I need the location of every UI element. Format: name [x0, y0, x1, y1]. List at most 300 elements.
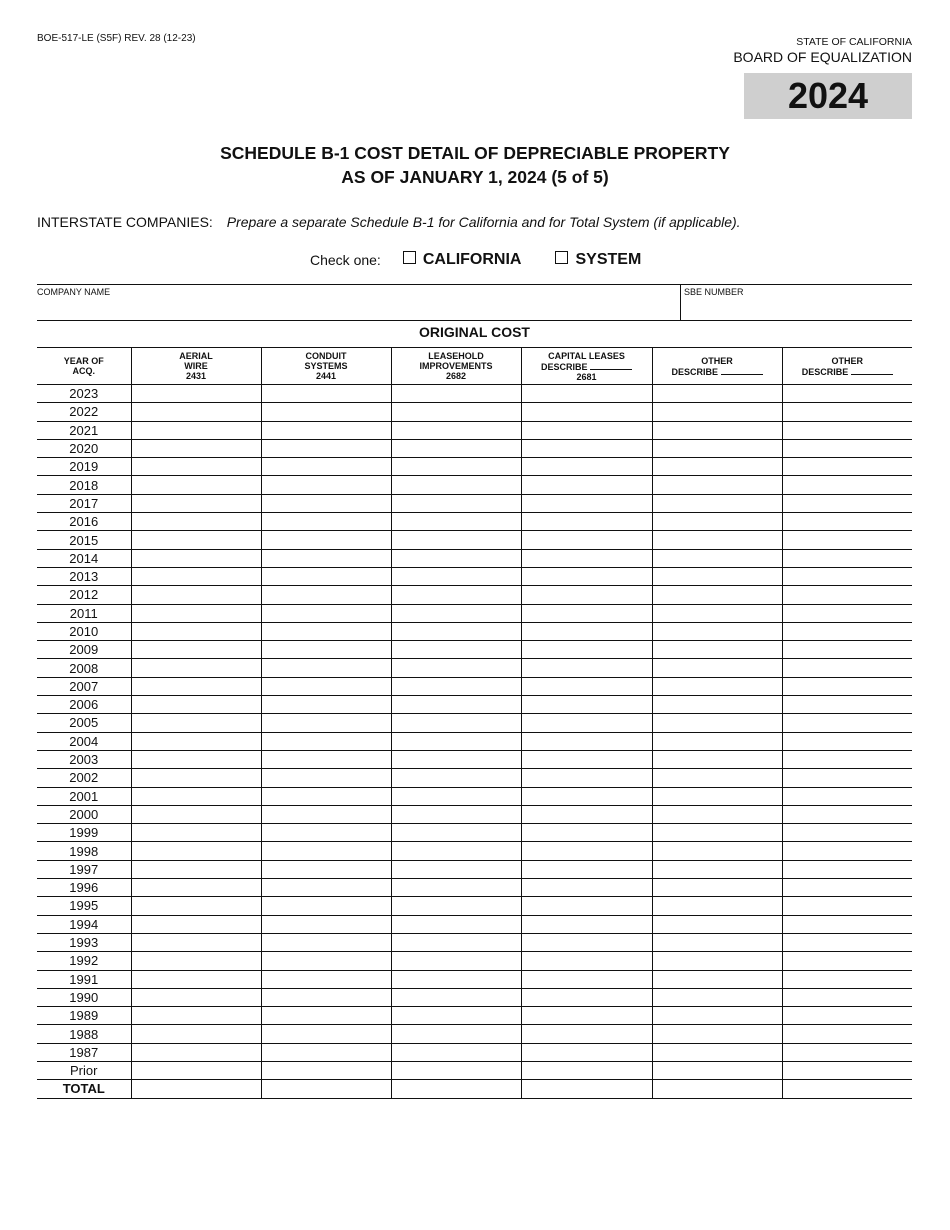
cost-cell[interactable] [782, 622, 912, 640]
cost-cell[interactable] [521, 567, 652, 585]
cost-cell[interactable] [521, 879, 652, 897]
cost-cell[interactable] [261, 915, 391, 933]
california-label: CALIFORNIA [422, 251, 522, 268]
cost-cell[interactable] [652, 824, 782, 842]
cost-cell[interactable] [652, 1061, 782, 1079]
cost-cell[interactable] [391, 458, 521, 476]
cost-cell[interactable] [391, 622, 521, 640]
cost-cell[interactable] [782, 1007, 912, 1025]
cost-cell[interactable] [652, 714, 782, 732]
cost-cell[interactable] [782, 915, 912, 933]
column-header-line: AERIAL [179, 351, 213, 361]
year-cell: 2000 [37, 805, 131, 823]
table-row [37, 714, 912, 732]
cost-cell[interactable] [391, 769, 521, 787]
cost-cell[interactable] [131, 732, 261, 750]
year-cell: 1994 [37, 915, 131, 933]
cost-cell[interactable] [131, 897, 261, 915]
cost-cell[interactable] [521, 494, 652, 512]
year-cell: 2005 [37, 714, 131, 732]
cost-cell[interactable] [652, 879, 782, 897]
column-header-line: OTHER [701, 355, 733, 366]
cost-cell[interactable] [652, 622, 782, 640]
table-row [37, 586, 912, 604]
cost-cell[interactable] [782, 750, 912, 768]
cost-cell[interactable] [131, 641, 261, 659]
cost-cell[interactable] [782, 403, 912, 421]
cost-cell[interactable] [782, 385, 912, 403]
cost-cell[interactable] [131, 750, 261, 768]
cost-cell[interactable] [391, 659, 521, 677]
system-checkbox[interactable] [555, 251, 568, 264]
describe-blank[interactable] [590, 361, 632, 370]
cost-cell[interactable] [521, 1080, 652, 1098]
year-cell: Prior [37, 1061, 131, 1079]
cost-cell[interactable] [782, 604, 912, 622]
cost-cell[interactable] [782, 1061, 912, 1079]
cost-cell[interactable] [782, 476, 912, 494]
cost-cell[interactable] [521, 513, 652, 531]
table-row [37, 915, 912, 933]
cost-cell[interactable] [391, 439, 521, 457]
cost-cell[interactable] [261, 549, 391, 567]
sbe-number-field[interactable]: SBE NUMBER [684, 287, 744, 297]
cost-cell[interactable] [782, 952, 912, 970]
cost-cell[interactable] [652, 641, 782, 659]
year-cell: 2009 [37, 641, 131, 659]
table-row [37, 952, 912, 970]
cost-cell[interactable] [521, 897, 652, 915]
cost-cell[interactable] [261, 403, 391, 421]
cost-cell[interactable] [652, 677, 782, 695]
cost-cell[interactable] [782, 659, 912, 677]
cost-table [37, 347, 912, 1099]
cost-cell[interactable] [521, 842, 652, 860]
cost-cell[interactable] [782, 732, 912, 750]
cost-cell[interactable] [521, 622, 652, 640]
cost-cell[interactable] [652, 586, 782, 604]
cost-cell[interactable] [131, 385, 261, 403]
cost-cell[interactable] [131, 933, 261, 951]
year-cell: 2021 [37, 421, 131, 439]
cost-cell[interactable] [131, 952, 261, 970]
cost-cell[interactable] [131, 1080, 261, 1098]
cost-cell[interactable] [652, 787, 782, 805]
cost-cell[interactable] [131, 677, 261, 695]
cost-cell[interactable] [521, 970, 652, 988]
cost-cell[interactable] [131, 494, 261, 512]
field-divider [680, 285, 681, 320]
cost-cell[interactable] [261, 860, 391, 878]
cost-cell[interactable] [782, 787, 912, 805]
cost-cell[interactable] [131, 714, 261, 732]
cost-cell[interactable] [261, 622, 391, 640]
cost-cell[interactable] [521, 824, 652, 842]
cost-cell[interactable] [521, 696, 652, 714]
table-row [37, 988, 912, 1006]
company-name-field[interactable]: COMPANY NAME [37, 287, 111, 297]
table-row [37, 494, 912, 512]
year-cell: 2013 [37, 567, 131, 585]
cost-cell[interactable] [652, 494, 782, 512]
cost-cell[interactable] [261, 988, 391, 1006]
cost-cell[interactable] [391, 842, 521, 860]
cost-cell[interactable] [652, 421, 782, 439]
cost-cell[interactable] [521, 1025, 652, 1043]
cost-cell[interactable] [391, 879, 521, 897]
cost-cell[interactable] [652, 1043, 782, 1061]
column-header [521, 348, 652, 385]
cost-cell[interactable] [131, 1043, 261, 1061]
cost-cell[interactable] [652, 1025, 782, 1043]
cost-cell[interactable] [261, 641, 391, 659]
cost-cell[interactable] [391, 805, 521, 823]
cost-cell[interactable] [261, 586, 391, 604]
cost-cell[interactable] [521, 1043, 652, 1061]
cost-cell[interactable] [782, 842, 912, 860]
column-header-line: 2681 [576, 371, 597, 382]
cost-cell[interactable] [782, 641, 912, 659]
cost-cell[interactable] [261, 750, 391, 768]
cost-cell[interactable] [521, 421, 652, 439]
cost-cell[interactable] [652, 513, 782, 531]
cost-cell[interactable] [521, 915, 652, 933]
table-row [37, 476, 912, 494]
cost-cell[interactable] [521, 677, 652, 695]
cost-cell[interactable] [652, 952, 782, 970]
table-row [37, 604, 912, 622]
cost-cell[interactable] [131, 439, 261, 457]
cost-cell[interactable] [391, 952, 521, 970]
column-header-line: DESCRIBE [671, 366, 718, 377]
cost-cell[interactable] [131, 659, 261, 677]
cost-cell[interactable] [782, 1043, 912, 1061]
year-cell: 1999 [37, 824, 131, 842]
cost-cell[interactable] [521, 714, 652, 732]
cost-cell[interactable] [782, 860, 912, 878]
original-cost-title: ORIGINAL COST [419, 324, 530, 340]
cost-cell[interactable] [391, 1043, 521, 1061]
cost-cell[interactable] [261, 513, 391, 531]
cost-cell[interactable] [521, 476, 652, 494]
table-row [37, 531, 912, 549]
year-cell: 2001 [37, 787, 131, 805]
table-row [37, 622, 912, 640]
table-row [37, 458, 912, 476]
cost-cell[interactable] [131, 476, 261, 494]
year-cell: 2017 [37, 494, 131, 512]
cost-cell[interactable] [521, 952, 652, 970]
cost-cell[interactable] [131, 824, 261, 842]
cost-cell[interactable] [391, 641, 521, 659]
table-row [37, 1043, 912, 1061]
cost-cell[interactable] [391, 604, 521, 622]
year-cell: 1992 [37, 952, 131, 970]
cost-cell[interactable] [261, 696, 391, 714]
column-header [131, 348, 261, 385]
cost-cell[interactable] [261, 421, 391, 439]
cost-cell[interactable] [391, 714, 521, 732]
cost-cell[interactable] [391, 567, 521, 585]
cost-cell[interactable] [652, 988, 782, 1006]
cost-cell[interactable] [131, 549, 261, 567]
cost-cell[interactable] [652, 439, 782, 457]
cost-cell[interactable] [521, 787, 652, 805]
table-row [37, 750, 912, 768]
cost-cell[interactable] [652, 732, 782, 750]
cost-cell[interactable] [261, 824, 391, 842]
cost-cell[interactable] [391, 750, 521, 768]
cost-cell[interactable] [261, 732, 391, 750]
cost-cell[interactable] [261, 476, 391, 494]
column-header-line: 2431 [185, 371, 207, 381]
cost-cell[interactable] [782, 421, 912, 439]
cost-cell[interactable] [782, 677, 912, 695]
instructions-text: Prepare a separate Schedule B-1 for California and for Total System (if applicable). [226, 214, 741, 230]
cost-cell[interactable] [521, 604, 652, 622]
cost-cell[interactable] [131, 421, 261, 439]
cost-cell[interactable] [261, 677, 391, 695]
cost-cell[interactable] [131, 787, 261, 805]
table-row [37, 805, 912, 823]
describe-blank[interactable] [721, 366, 763, 375]
cost-cell[interactable] [521, 403, 652, 421]
cost-cell[interactable] [782, 1080, 912, 1098]
cost-cell[interactable] [391, 421, 521, 439]
cost-cell[interactable] [782, 586, 912, 604]
system-label: SYSTEM [575, 251, 642, 268]
cost-cell[interactable] [521, 860, 652, 878]
cost-cell[interactable] [261, 1007, 391, 1025]
cost-cell[interactable] [521, 586, 652, 604]
cost-cell[interactable] [391, 897, 521, 915]
cost-cell[interactable] [131, 842, 261, 860]
cost-cell[interactable] [131, 769, 261, 787]
cost-cell[interactable] [261, 1080, 391, 1098]
cost-cell[interactable] [261, 769, 391, 787]
cost-cell[interactable] [261, 1025, 391, 1043]
cost-cell[interactable] [391, 988, 521, 1006]
cost-cell[interactable] [652, 458, 782, 476]
table-row [37, 385, 912, 403]
cost-cell[interactable] [261, 1043, 391, 1061]
table-row [37, 879, 912, 897]
cost-cell[interactable] [261, 567, 391, 585]
cost-cell[interactable] [391, 1007, 521, 1025]
cost-cell[interactable] [391, 787, 521, 805]
cost-cell[interactable] [131, 915, 261, 933]
year-cell: 1997 [37, 860, 131, 878]
cost-cell[interactable] [782, 1025, 912, 1043]
year-cell: 2014 [37, 549, 131, 567]
cost-cell[interactable] [391, 586, 521, 604]
table-row [37, 567, 912, 585]
cost-cell[interactable] [652, 403, 782, 421]
cost-cell[interactable] [131, 622, 261, 640]
cost-cell[interactable] [521, 659, 652, 677]
cost-cell[interactable] [652, 897, 782, 915]
cost-cell[interactable] [131, 805, 261, 823]
cost-cell[interactable] [521, 439, 652, 457]
cost-cell[interactable] [391, 1025, 521, 1043]
cost-cell[interactable] [131, 1007, 261, 1025]
cost-cell[interactable] [131, 458, 261, 476]
column-header-line: SYSTEMS [304, 361, 348, 371]
cost-cell[interactable] [521, 549, 652, 567]
cost-cell[interactable] [261, 439, 391, 457]
cost-cell[interactable] [782, 879, 912, 897]
cost-cell[interactable] [782, 531, 912, 549]
year-cell: 1988 [37, 1025, 131, 1043]
cost-cell[interactable] [131, 879, 261, 897]
cost-cell[interactable] [652, 933, 782, 951]
year-cell: 1998 [37, 842, 131, 860]
cost-cell[interactable] [782, 769, 912, 787]
table-header [37, 348, 912, 385]
cost-cell[interactable] [652, 696, 782, 714]
cost-cell[interactable] [652, 842, 782, 860]
cost-cell[interactable] [782, 970, 912, 988]
column-header [652, 348, 782, 385]
cost-cell[interactable] [652, 750, 782, 768]
cost-cell[interactable] [391, 677, 521, 695]
table-row [37, 696, 912, 714]
cost-cell[interactable] [782, 824, 912, 842]
california-checkbox[interactable] [403, 251, 416, 264]
cost-cell[interactable] [131, 970, 261, 988]
cost-cell[interactable] [521, 769, 652, 787]
cost-cell[interactable] [391, 531, 521, 549]
cost-cell[interactable] [782, 494, 912, 512]
cost-cell[interactable] [391, 494, 521, 512]
table-row [37, 513, 912, 531]
cost-cell[interactable] [131, 513, 261, 531]
cost-cell[interactable] [521, 1007, 652, 1025]
describe-blank[interactable] [851, 366, 893, 375]
cost-cell[interactable] [131, 403, 261, 421]
cost-cell[interactable] [521, 732, 652, 750]
cost-cell[interactable] [391, 403, 521, 421]
cost-cell[interactable] [652, 531, 782, 549]
cost-cell[interactable] [391, 970, 521, 988]
cost-cell[interactable] [131, 696, 261, 714]
cost-cell[interactable] [261, 897, 391, 915]
cost-cell[interactable] [521, 988, 652, 1006]
cost-cell[interactable] [782, 549, 912, 567]
cost-cell[interactable] [391, 860, 521, 878]
cost-cell[interactable] [391, 732, 521, 750]
cost-cell[interactable] [782, 805, 912, 823]
year-cell: 2016 [37, 513, 131, 531]
cost-cell[interactable] [652, 769, 782, 787]
cost-cell[interactable] [782, 439, 912, 457]
cost-cell[interactable] [261, 494, 391, 512]
table-row [37, 769, 912, 787]
cost-cell[interactable] [652, 659, 782, 677]
cost-cell[interactable] [652, 604, 782, 622]
cost-cell[interactable] [652, 476, 782, 494]
cost-cell[interactable] [261, 842, 391, 860]
cost-cell[interactable] [261, 787, 391, 805]
cost-cell[interactable] [391, 1080, 521, 1098]
table-row [37, 897, 912, 915]
cost-cell[interactable] [521, 805, 652, 823]
cost-cell[interactable] [652, 385, 782, 403]
state-label: STATE OF CALIFORNIA [796, 36, 912, 48]
cost-cell[interactable] [261, 604, 391, 622]
cost-cell[interactable] [782, 458, 912, 476]
cost-cell[interactable] [131, 1061, 261, 1079]
cost-cell[interactable] [261, 1061, 391, 1079]
cost-cell[interactable] [131, 988, 261, 1006]
cost-cell[interactable] [131, 586, 261, 604]
cost-cell[interactable] [521, 750, 652, 768]
cost-cell[interactable] [652, 1007, 782, 1025]
table-row [37, 860, 912, 878]
cost-cell[interactable] [261, 659, 391, 677]
cost-cell[interactable] [652, 860, 782, 878]
cost-cell[interactable] [391, 549, 521, 567]
cost-cell[interactable] [782, 696, 912, 714]
cost-cell[interactable] [782, 567, 912, 585]
cost-cell[interactable] [131, 1025, 261, 1043]
cost-cell[interactable] [261, 714, 391, 732]
cost-cell[interactable] [782, 933, 912, 951]
cost-cell[interactable] [261, 879, 391, 897]
cost-cell[interactable] [782, 714, 912, 732]
table-row [37, 659, 912, 677]
cost-cell[interactable] [261, 952, 391, 970]
cost-cell[interactable] [261, 458, 391, 476]
cost-cell[interactable] [391, 933, 521, 951]
year-cell: 2003 [37, 750, 131, 768]
column-header-line: 2441 [315, 371, 337, 381]
cost-cell[interactable] [391, 385, 521, 403]
cost-cell[interactable] [391, 1061, 521, 1079]
cost-cell[interactable] [782, 988, 912, 1006]
cost-cell[interactable] [261, 970, 391, 988]
cost-cell[interactable] [521, 458, 652, 476]
cost-cell[interactable] [391, 915, 521, 933]
cost-cell[interactable] [652, 915, 782, 933]
cost-cell[interactable] [652, 549, 782, 567]
cost-cell[interactable] [131, 604, 261, 622]
cost-cell[interactable] [521, 385, 652, 403]
cost-cell[interactable] [652, 1080, 782, 1098]
cost-cell[interactable] [521, 1061, 652, 1079]
cost-cell[interactable] [782, 897, 912, 915]
cost-cell[interactable] [131, 567, 261, 585]
cost-cell[interactable] [261, 805, 391, 823]
page-title: SCHEDULE B-1 COST DETAIL OF DEPRECIABLE PROPERTY [220, 143, 730, 163]
cost-cell[interactable] [391, 824, 521, 842]
cost-cell[interactable] [521, 531, 652, 549]
cost-cell[interactable] [652, 970, 782, 988]
cost-cell[interactable] [261, 385, 391, 403]
cost-cell[interactable] [391, 513, 521, 531]
cost-cell[interactable] [261, 531, 391, 549]
cost-cell[interactable] [391, 696, 521, 714]
cost-cell[interactable] [131, 860, 261, 878]
cost-cell[interactable] [782, 513, 912, 531]
cost-cell[interactable] [131, 531, 261, 549]
cost-cell[interactable] [652, 567, 782, 585]
cost-cell[interactable] [261, 933, 391, 951]
cost-cell[interactable] [521, 933, 652, 951]
cost-cell[interactable] [391, 476, 521, 494]
cost-cell[interactable] [521, 641, 652, 659]
cost-cell[interactable] [652, 805, 782, 823]
